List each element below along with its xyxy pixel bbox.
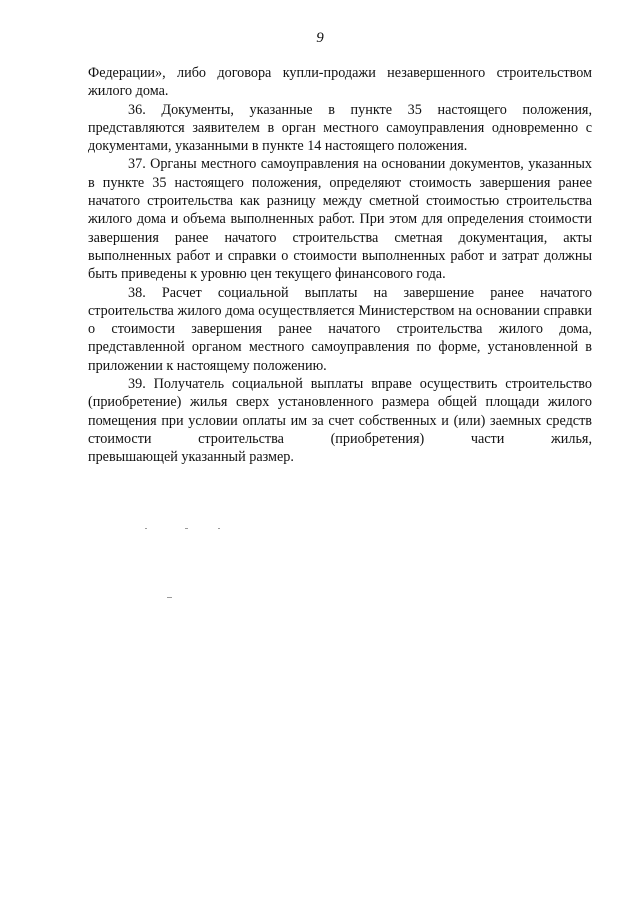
scan-speck xyxy=(145,528,147,529)
paragraph-38: 38. Расчет социальной выплаты на завершение ранее начатого строительства жилого дома осуществляется Министерством на основании справки о стоимости завершения ранее начатого строительства жилого дома, представленной органом местного самоуправления по форме, установленной в приложении к настоящему положению. xyxy=(88,284,592,374)
scan-speck xyxy=(185,528,188,529)
paragraph-37: 37. Органы местного самоуправления на основании документов, указанных в пункте 35 настоящего положения, определяют стоимость завершения ранее начатого строительства как разницу между сметной стоимостью строительства жилого дома и объема выполненных работ. При этом для определения стоимости завершения ранее начатого строительства сметная документация, акты выполненных работ и справки о стоимости выполненных работ и затрат должны быть приведены к уровню цен текущего финансового года. xyxy=(88,156,592,283)
paragraph-continuation: Федерации», либо договора купли-продажи незавершенного строительством жилого дома. xyxy=(88,65,592,100)
page-number: 9 xyxy=(316,30,324,46)
paragraph-36: 36. Документы, указанные в пункте 35 настоящего положения, представляются заявителем в орган местного самоуправления одновременно с документами, указанными в пункте 14 настоящего положения. xyxy=(88,101,592,155)
document-body xyxy=(88,64,592,467)
paragraph-39-ending: превышающей указанный размер. xyxy=(88,449,294,466)
scan-speck xyxy=(218,528,220,529)
paragraph-39: 39. Получатель социальной выплаты вправе осуществить строительство (приобретение) жилья сверх установленного размера общей площади жилого помещения при условии оплаты им за счет собственных и (или) заемных средств стоимости строительства (приобретения) части жилья, xyxy=(88,376,592,447)
scan-speck xyxy=(167,597,172,598)
